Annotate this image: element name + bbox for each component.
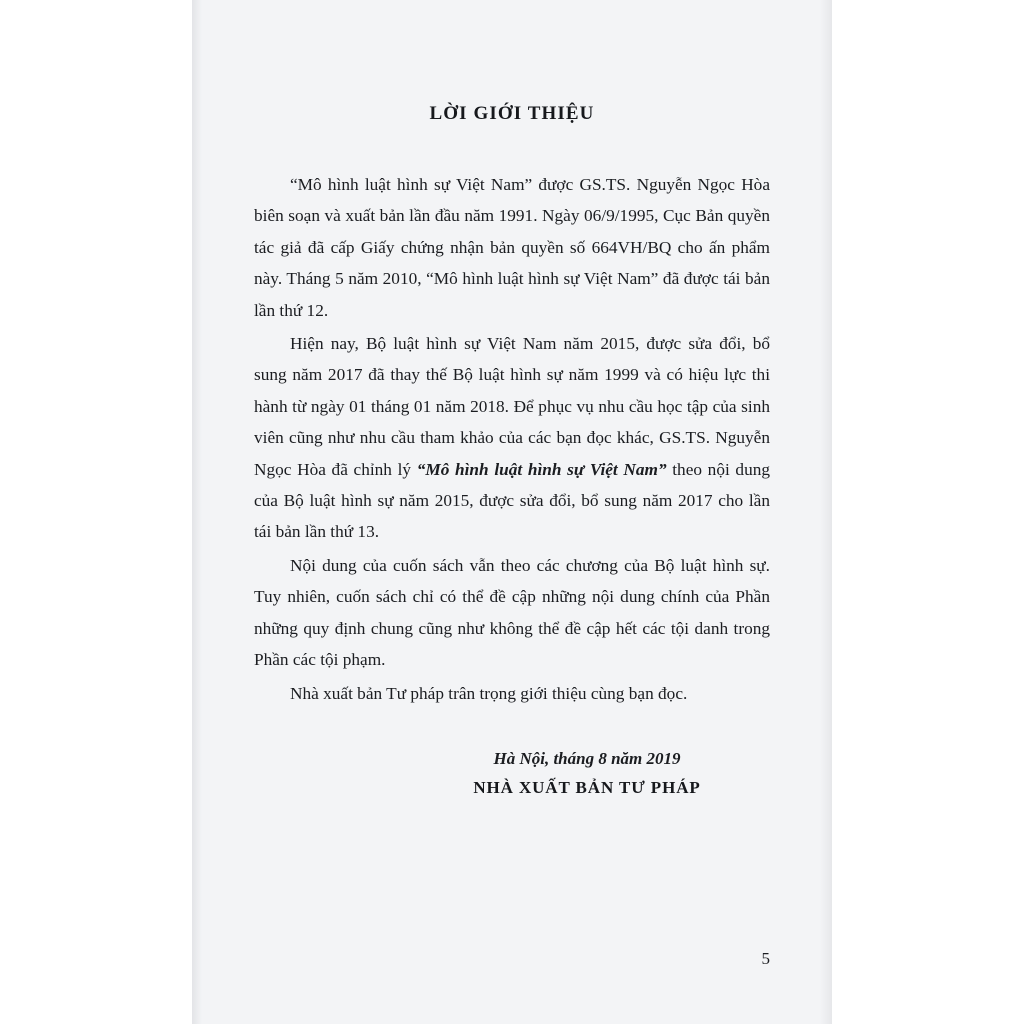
closing-block <box>254 745 770 803</box>
paragraph-3 <box>254 550 770 676</box>
body-text <box>254 169 770 709</box>
closing-publisher-name: NHÀ XUẤT BẢN TƯ PHÁP <box>473 777 701 797</box>
page-number: 5 <box>761 949 770 968</box>
paragraph-3-text: Nội dung của cuốn sách vẫn theo các chương của Bộ luật hình sự. Tuy nhiên, cuốn sách chỉ có thể đề cập những nội dung chính của Phần những quy định chung cũng như không thể đề cập hết các tội danh trong Phần các tội phạm. <box>254 555 770 670</box>
paragraph-2 <box>254 328 770 548</box>
paragraph-4-text: Nhà xuất bản Tư pháp trân trọng giới thiệu cùng bạn đọc. <box>290 683 688 703</box>
book-title-emphasis: “Mô hình luật hình sự Việt Nam” <box>416 459 667 479</box>
paragraph-2-text-part-1: Hiện nay, Bộ luật hình sự Việt Nam năm 2015, được sửa đổi, bổ sung năm 2017 đã thay thế Bộ luật hình sự năm 1999 và có hiệu lực thi hành từ ngày 01 tháng 01 năm 2018. Để phục vụ nhu cầu học tập của sinh viên cũng như nhu cầu tham khảo của các bạn đọc khác, GS.TS. Nguyễn Ngọc Hòa đã chỉnh lý <box>254 334 770 479</box>
paragraph-1-text: “Mô hình luật hình sự Việt Nam” được GS.TS. Nguyễn Ngọc Hòa biên soạn và xuất bản lần đầu năm 1991. Ngày 06/9/1995, Cục Bản quyền tác giả đã cấp Giấy chứng nhận bản quyền số 664VH/BQ cho ấn phẩm này. Tháng 5 năm 2010, “Mô hình luật hình sự Việt Nam” đã được tái bản lần thứ 12. <box>254 175 770 320</box>
page-title: LỜI GIỚI THIỆU <box>429 103 595 124</box>
paragraph-1 <box>254 169 770 326</box>
closing-place-date: Hà Nội, tháng 8 năm 2019 <box>493 748 681 768</box>
paragraph-2-text-part-2: theo nội dung của Bộ luật hình sự năm 2015, được sửa đổi, bổ sung năm 2017 cho lần tái bản lần thứ 13. <box>254 459 770 542</box>
paragraph-4 <box>254 678 770 709</box>
book-page <box>192 0 832 1024</box>
page-content-area <box>254 0 770 1024</box>
